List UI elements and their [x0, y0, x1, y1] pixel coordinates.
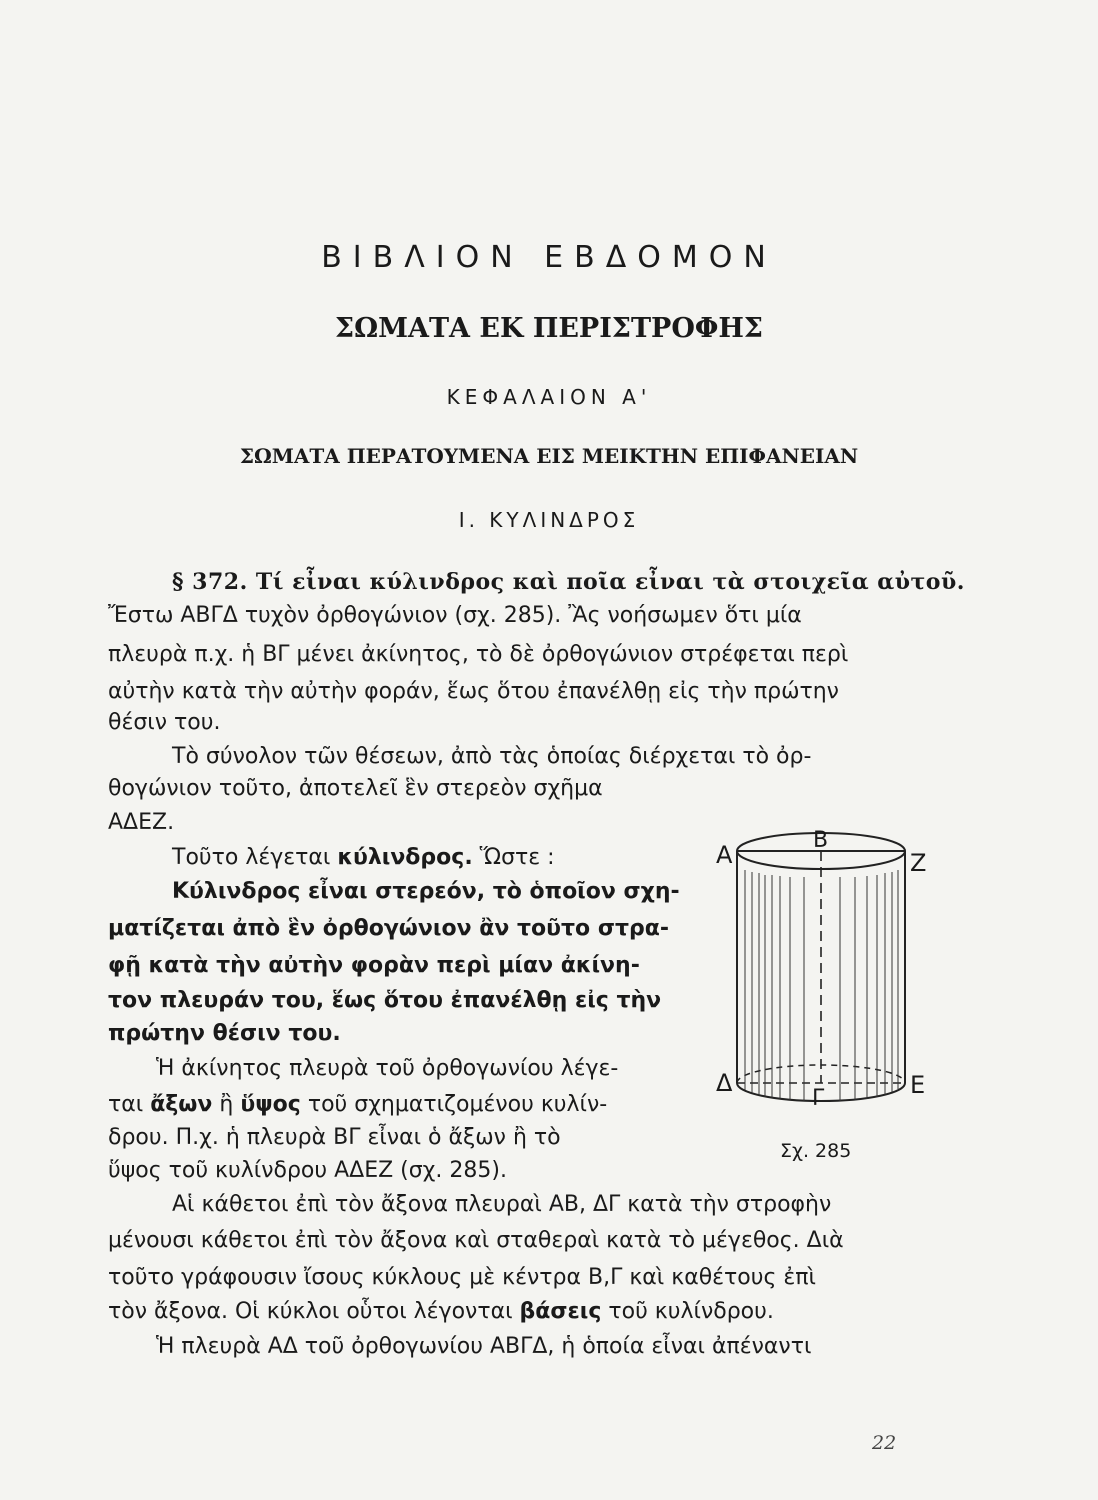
text-span: τὸν ἄξονα. Οἱ κύκλοι οὗτοι λέγονται [108, 1299, 520, 1324]
definition-line: ματίζεται ἀπὸ ἓν ὀρθογώνιον ἂν τοῦτο στρα- [108, 916, 669, 941]
text-line: ΑΔΕΖ. [108, 810, 175, 835]
text-span: Τοῦτο λέγεται [172, 845, 338, 870]
text-line: τοῦτο γράφουσιν ἴσους κύκλους μὲ κέντρα Β,Γ καὶ καθέτους ἐπὶ [108, 1265, 816, 1290]
definition-line: Κύλινδρος εἶναι στερεόν, τὸ ὁποῖον σχη- [172, 879, 680, 904]
label-b: Β [813, 828, 829, 853]
book-heading: ΒΙΒΛΙΟΝ ΕΒΔΟΜΟΝ [321, 240, 777, 275]
term-axis: ἄξων [150, 1092, 213, 1117]
chapter-subtitle: ΣΩΜΑΤΑ ΠΕΡΑΤΟΥΜΕΝΑ ΕΙΣ ΜΕΙΚΤΗΝ ΕΠΙΦΑΝΕΙΑΝ [239, 444, 859, 468]
text-line [108, 1090, 607, 1120]
text-span: ἢ [212, 1092, 241, 1117]
definition-line: πρώτην θέσιν του. [108, 1021, 341, 1046]
text-line: πλευρὰ π.χ. ἡ ΒΓ μένει ἀκίνητος, τὸ δὲ ὀρθογώνιον στρέφεται περὶ [108, 642, 849, 667]
text-span: τοῦ σχηματιζομένου κυλίν- [300, 1092, 608, 1117]
text-line: ὕψος τοῦ κυλίνδρου ΑΔΕΖ (σχ. 285). [108, 1158, 507, 1183]
text-span: Ὥστε : [472, 845, 555, 870]
text-line: Τὸ σύνολον τῶν θέσεων, ἀπὸ τὰς ὁποίας διέρχεται τὸ ὀρ- [172, 744, 812, 769]
text-line: μένουσι κάθετοι ἐπὶ τὸν ἄξονα καὶ σταθεραὶ κατὰ τὸ μέγεθος. Διὰ [108, 1228, 844, 1253]
label-z: Ζ [910, 849, 927, 877]
text-line: Ἡ ἀκίνητος πλευρὰ τοῦ ὀρθογωνίου λέγε- [156, 1056, 619, 1081]
label-d: Δ [716, 1069, 733, 1097]
text-line: Αἱ κάθετοι ἐπὶ τὸν ἄξονα πλευραὶ ΑΒ, ΔΓ κατὰ τὴν στροφὴν [172, 1192, 832, 1217]
section-heading: Ι. ΚΥΛΙΝΔΡΟΣ [458, 508, 640, 532]
definition-line: τον πλευράν του, ἕως ὅτου ἐπανέλθῃ εἰς τὴν [108, 988, 662, 1013]
paragraph-heading: § 372. Τί εἶναι κύλινδρος καὶ ποῖα εἶναι τὰ στοιχεῖα αὐτοῦ. [172, 569, 965, 595]
text-line: θέσιν του. [108, 710, 221, 735]
label-g: Γ [812, 1086, 825, 1111]
term-bases: βάσεις [519, 1299, 602, 1324]
text-line: αὐτὴν κατὰ τὴν αὐτὴν φοράν, ἕως ὅτου ἐπανέλθῃ εἰς τὴν πρώτην [108, 679, 839, 704]
page-number: 22 [872, 1432, 897, 1454]
text-line: θογώνιον τοῦτο, ἀποτελεῖ ἓν στερεὸν σχῆμα [108, 776, 603, 801]
text-line: Ἡ πλευρὰ ΑΔ τοῦ ὀρθογωνίου ΑΒΓΔ, ἡ ὁποία εἶναι ἀπέναντι [156, 1334, 812, 1359]
text-line [172, 843, 555, 873]
definition-line: φῇ κατὰ τὴν αὐτὴν φορὰν περὶ μίαν ἀκίνη- [108, 953, 640, 978]
text-line: δρου. Π.χ. ἡ πλευρὰ ΒΓ εἶναι ὁ ἄξων ἢ τὸ [108, 1125, 561, 1150]
text-span: ται [108, 1092, 151, 1117]
chapter-heading: ΚΕΦΑΛΑΙΟΝ Α' [446, 385, 652, 409]
text-line [108, 1297, 774, 1327]
term-height: ὕψος [240, 1092, 301, 1117]
label-a: Α [716, 841, 733, 869]
figure-caption: Σχ. 285 [780, 1140, 852, 1162]
text-span: τοῦ κυλίνδρου. [601, 1299, 774, 1324]
cylinder-figure [700, 815, 950, 1115]
page-title: ΣΩΜΑΤΑ ΕΚ ΠΕΡΙΣΤΡΟΦΗΣ [335, 313, 763, 344]
term-cylinder: κύλινδρος. [337, 845, 473, 870]
text-line: Ἔστω ΑΒΓΔ τυχὸν ὀρθογώνιον (σχ. 285). Ἂς νοήσωμεν ὅτι μία [108, 603, 802, 628]
label-e: Ε [910, 1071, 926, 1099]
